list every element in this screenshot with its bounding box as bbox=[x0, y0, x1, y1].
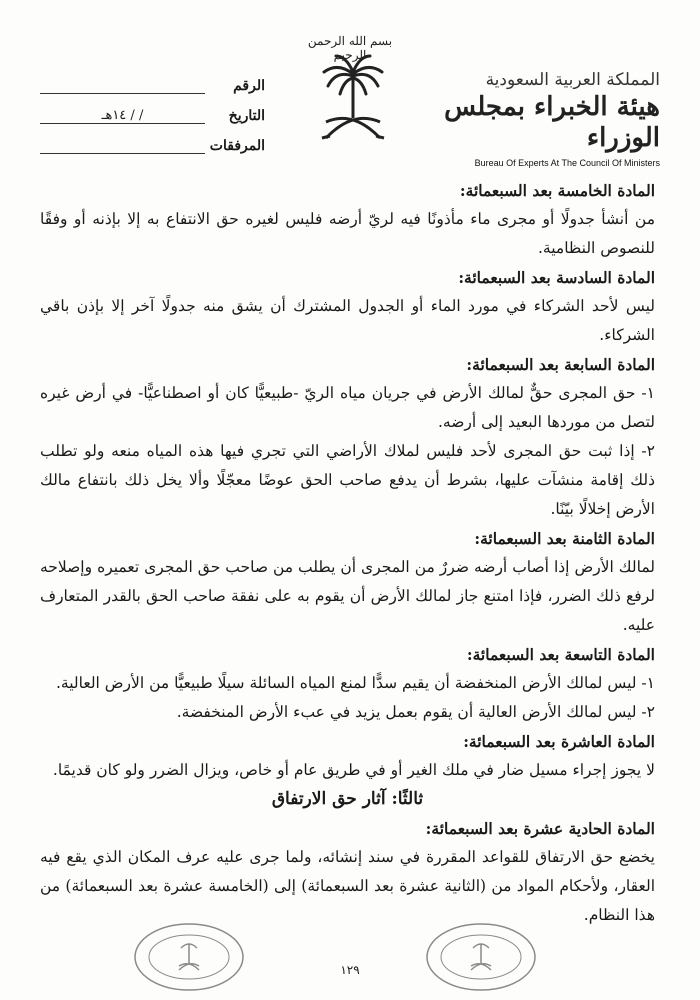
reference-label: الرقم bbox=[233, 78, 265, 94]
article-heading: المادة السابعة بعد السبعمائة: bbox=[466, 355, 655, 374]
page-number: ١٢٩ bbox=[340, 963, 360, 977]
official-stamp-icon bbox=[425, 922, 537, 992]
bureau-arabic-name: هيئة الخبراء بمجلس الوزراء bbox=[444, 92, 660, 154]
article-text: لمالك الأرض إذا أصاب أرضه ضررٌ من المجرى أن يطلب من صاحب حق المجرى تعميره وإصلاحه لرفع ذلك الضرر، فإذا امتنع جاز لمالك الأرض أن يقوم به على نفقة صاحب الحق بالقدر المتعارف عليه. bbox=[40, 558, 655, 634]
reference-block bbox=[40, 68, 265, 158]
reference-line bbox=[40, 79, 205, 94]
date-row bbox=[40, 98, 265, 124]
reference-row bbox=[40, 68, 265, 94]
article-heading: المادة الخامسة بعد السبعمائة: bbox=[459, 181, 655, 200]
bureau-english-name: Bureau Of Experts At The Council Of Ministers bbox=[474, 158, 660, 169]
article-item: ٢- ليس لمالك الأرض العالية أن يقوم بعمل يزيد في عبء الأرض المنخفضة. bbox=[176, 703, 655, 721]
official-stamp-icon bbox=[133, 922, 245, 992]
article-item: ١- ليس لمالك الأرض المنخفضة أن يقيم سدًّا لمنع المياه السائلة سيلًا طبيعيًّا من الأرض العالية. bbox=[55, 674, 655, 692]
attachments-label: المرفقات bbox=[209, 138, 265, 154]
basmala: بسم الله الرحمن الرحيم bbox=[307, 34, 393, 62]
date-value: / / ١٤هـ bbox=[101, 108, 144, 123]
article-heading: المادة التاسعة بعد السبعمائة: bbox=[466, 645, 655, 664]
article-item: ١- حق المجرى حقٌّ لمالك الأرض في جريان مياه الريّ -طبيعيًّا كان أو اصطناعيًّا- في أرض غيره لتصل من موردها البعيد إلى أرضه. bbox=[40, 384, 655, 431]
organization-block bbox=[430, 70, 660, 168]
attachments-row bbox=[40, 128, 265, 154]
document-body bbox=[40, 176, 655, 930]
article-text: ليس لأحد الشركاء في مورد الماء أو الجدول المشترك أن يشق منه جدولًا آخر إلا بإذن باقي الشركاء. bbox=[40, 297, 655, 344]
palm-swords-emblem-icon bbox=[318, 52, 388, 144]
article-text: من أنشأ جدولًا أو مجرى ماء مأذونًا فيه لريّ أرضه فليس لغيره حق الانتفاع به إلا بإذنه أو وفقًا للنصوص النظامية. bbox=[40, 210, 655, 257]
article-text: يخضع حق الارتفاق للقواعد المقررة في سند إنشائه، ولما جرى عليه عرف المكان الذي يقع فيه العقار، ولأحكام المواد من (الثانية عشرة بعد السبعمائة) إلى (الخامسة عشرة بعد السبعمائة) من هذا النظام. bbox=[40, 848, 655, 924]
kingdom-name: المملكة العربية السعودية bbox=[485, 70, 660, 90]
article-text: لا يجوز إجراء مسيل ضار في ملك الغير أو في طريق عام أو خاص، ويزال الضرر ولو كان قديمًا. bbox=[52, 761, 655, 779]
section-title: ثالثًا: آثار حق الارتفاق bbox=[271, 789, 424, 809]
article-heading: المادة الثامنة بعد السبعمائة: bbox=[474, 529, 655, 548]
article-item: ٢- إذا ثبت حق المجرى لأحد فليس لملاك الأراضي التي تجري فيها هذه المياه منعه ولو تطلب ذلك إقامة منشآت عليها، بشرط أن يدفع صاحب الحق عوضًا معجّلًا وألا يخل ذلك بانتفاع مالك الأرض إخلالًا بيّنًا. bbox=[40, 442, 655, 518]
date-label: التاريخ bbox=[228, 108, 265, 124]
article-heading: المادة السادسة بعد السبعمائة: bbox=[458, 268, 655, 287]
date-line bbox=[40, 109, 205, 124]
attachments-line bbox=[40, 139, 205, 154]
article-heading: المادة العاشرة بعد السبعمائة: bbox=[463, 732, 655, 751]
article-heading: المادة الحادية عشرة بعد السبعمائة: bbox=[425, 819, 655, 838]
